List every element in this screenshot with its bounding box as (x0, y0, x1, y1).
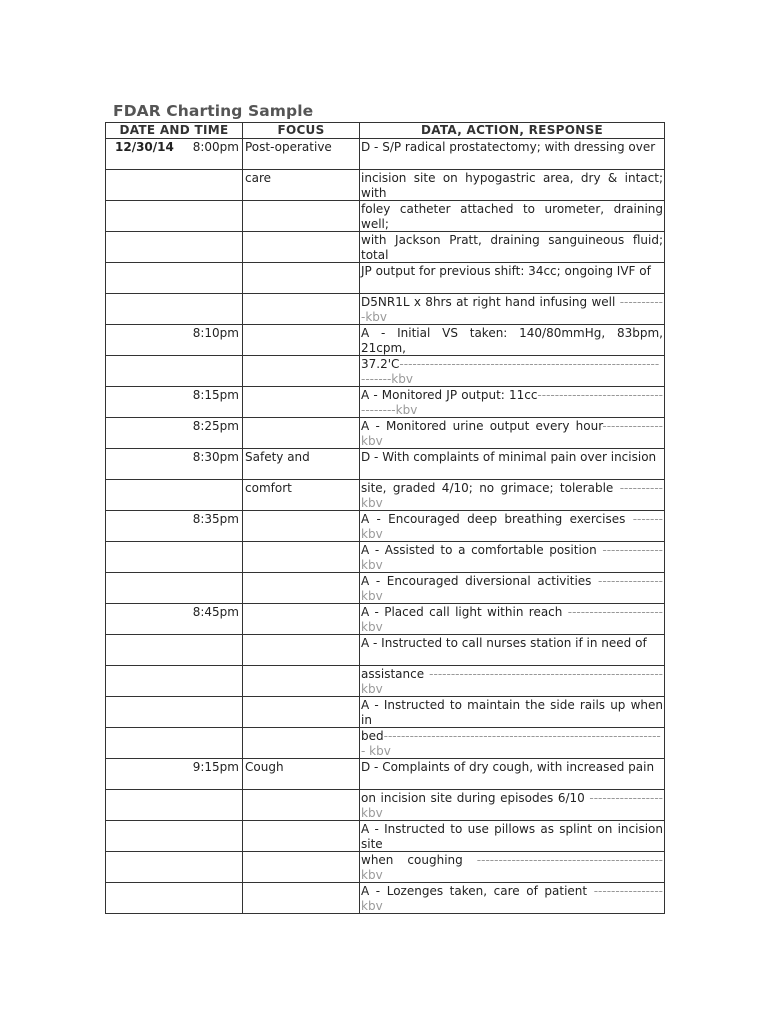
dar-cell (360, 604, 665, 635)
table-row (106, 852, 665, 883)
date-time-cell (106, 201, 243, 232)
entry-time: 8:00pm (192, 140, 239, 154)
dar-cell (360, 883, 665, 914)
focus-text (243, 604, 359, 605)
focus-cell (243, 263, 360, 294)
date-time-cell (106, 635, 243, 666)
entry-text: A - Instructed to use pillows as splint on incision site (361, 822, 663, 851)
entry-time (106, 635, 242, 636)
signature: --------------- kbv (361, 574, 663, 603)
table-row (106, 790, 665, 821)
focus-cell (243, 573, 360, 604)
dar-cell (360, 511, 665, 542)
entry-date: 12/30/14 (115, 140, 174, 154)
entry-text: A - Encouraged deep breathing exercises (361, 512, 633, 526)
entry-text: assistance (361, 667, 430, 681)
focus-cell (243, 759, 360, 790)
focus-text: Safety and (245, 450, 310, 464)
signature: -----------kbv (361, 295, 663, 324)
date-time-cell (106, 480, 243, 511)
focus-text (243, 511, 359, 512)
table-row (106, 821, 665, 852)
table-row (106, 232, 665, 263)
table-row (106, 480, 665, 511)
date-time-cell (106, 883, 243, 914)
date-time-cell (106, 325, 243, 356)
table-row (106, 604, 665, 635)
dar-cell (360, 852, 665, 883)
signature: -------------------------------------------------------------------kbv (361, 357, 660, 386)
focus-text (243, 542, 359, 543)
table-row (106, 883, 665, 914)
focus-cell (243, 201, 360, 232)
header-dar: DATA, ACTION, RESPONSE (360, 123, 665, 139)
date-time-cell (106, 821, 243, 852)
date-time-cell (106, 139, 243, 170)
entry-time (106, 666, 242, 667)
signature: ------------------------------------------- kbv (361, 853, 663, 882)
entry-text: site, graded 4/10; no grimace; tolerable (361, 481, 620, 495)
entry-time: 9:15pm (192, 760, 239, 774)
dar-cell (360, 387, 665, 418)
entry-time (106, 356, 242, 357)
entry-text: D5NR1L x 8hrs at right hand infusing well (361, 295, 620, 309)
focus-text (243, 666, 359, 667)
date-time-cell (106, 790, 243, 821)
signature: ----------kbv (361, 481, 663, 510)
header-focus: FOCUS (243, 123, 360, 139)
focus-cell (243, 883, 360, 914)
dar-cell (360, 728, 665, 759)
entry-time (106, 852, 242, 853)
signature: ---------------- kbv (361, 884, 663, 913)
entry-text: incision site on hypogastric area, dry & intact; with (361, 171, 663, 200)
date-time-cell (106, 604, 243, 635)
focus-text (243, 418, 359, 419)
focus-cell (243, 139, 360, 170)
table-row (106, 294, 665, 325)
entry-time: 8:45pm (192, 605, 239, 619)
focus-text (243, 883, 359, 884)
entry-text: foley catheter attached to urometer, draining well; (361, 202, 663, 231)
focus-text (243, 387, 359, 388)
date-time-cell (106, 356, 243, 387)
signature: ------- kbv (361, 512, 663, 541)
entry-time: 8:35pm (192, 512, 239, 526)
table-header-row (106, 123, 665, 139)
entry-text: A - Monitored JP output: 11cc (361, 388, 538, 402)
signature: ----------------- kbv (361, 791, 663, 820)
entry-time: 8:15pm (192, 388, 239, 402)
document-title: FDAR Charting Sample (113, 102, 314, 120)
dar-cell (360, 139, 665, 170)
signature: -------------------------------------kbv (361, 388, 663, 417)
entry-time (106, 573, 242, 574)
dar-cell (360, 170, 665, 201)
entry-time (106, 480, 242, 481)
focus-cell (243, 170, 360, 201)
focus-text (243, 325, 359, 326)
entry-time (106, 542, 242, 543)
dar-cell (360, 232, 665, 263)
header-date-time: DATE AND TIME (106, 123, 243, 139)
signature: -------------- kbv (361, 543, 663, 572)
focus-cell (243, 356, 360, 387)
date-time-cell (106, 852, 243, 883)
date-time-cell (106, 387, 243, 418)
entry-time (106, 263, 242, 264)
date-time-cell (106, 666, 243, 697)
date-time-cell (106, 232, 243, 263)
focus-cell (243, 790, 360, 821)
table-row (106, 139, 665, 170)
signature: ----------------------------------------------------------------- kbv (361, 729, 661, 758)
dar-cell (360, 542, 665, 573)
table-row (106, 356, 665, 387)
dar-cell (360, 697, 665, 728)
focus-text (243, 728, 359, 729)
focus-cell (243, 480, 360, 511)
table-row (106, 635, 665, 666)
focus-text: comfort (245, 481, 292, 495)
focus-text (243, 635, 359, 636)
dar-cell (360, 821, 665, 852)
focus-text (243, 294, 359, 295)
date-time-cell (106, 542, 243, 573)
entry-time (106, 294, 242, 295)
dar-cell (360, 480, 665, 511)
entry-text: D - S/P radical prostatectomy; with dressing over (361, 140, 656, 154)
focus-text: Post-operative (245, 140, 332, 154)
focus-text: care (245, 171, 272, 185)
focus-cell (243, 666, 360, 697)
dar-cell (360, 759, 665, 790)
dar-cell (360, 666, 665, 697)
focus-cell (243, 821, 360, 852)
dar-cell (360, 573, 665, 604)
focus-cell (243, 604, 360, 635)
focus-cell (243, 697, 360, 728)
date-time-cell (106, 449, 243, 480)
focus-cell (243, 418, 360, 449)
focus-text (243, 697, 359, 698)
entry-text: A - Lozenges taken, care of patient (361, 884, 594, 898)
entry-time (106, 883, 242, 884)
date-time-cell (106, 263, 243, 294)
fdar-table (105, 122, 665, 914)
entry-text: bed (361, 729, 384, 743)
table-row (106, 511, 665, 542)
entry-time (106, 232, 242, 233)
entry-text: A - Encouraged diversional activities (361, 574, 599, 588)
focus-cell (243, 232, 360, 263)
entry-time (106, 790, 242, 791)
table-row (106, 418, 665, 449)
date-time-cell (106, 697, 243, 728)
dar-cell (360, 418, 665, 449)
date-time-cell (106, 759, 243, 790)
focus-cell (243, 542, 360, 573)
table-row (106, 449, 665, 480)
entry-time (106, 170, 242, 171)
date-time-cell (106, 418, 243, 449)
entry-text: A - Assisted to a comfortable position (361, 543, 603, 557)
entry-time (106, 201, 242, 202)
table-row (106, 573, 665, 604)
date-time-cell (106, 728, 243, 759)
dar-cell (360, 201, 665, 232)
focus-cell (243, 635, 360, 666)
entry-text: with Jackson Pratt, draining sanguineous fluid; total (361, 233, 663, 262)
focus-text (243, 201, 359, 202)
focus-cell (243, 387, 360, 418)
entry-text: when coughing (361, 853, 477, 867)
entry-time (106, 728, 242, 729)
focus-text: Cough (245, 760, 284, 774)
table-row (106, 542, 665, 573)
dar-cell (360, 325, 665, 356)
focus-text (243, 852, 359, 853)
table-row (106, 387, 665, 418)
table-row (106, 325, 665, 356)
focus-text (243, 356, 359, 357)
focus-text (243, 790, 359, 791)
dar-cell (360, 294, 665, 325)
entry-text: A - Placed call light within reach (361, 605, 568, 619)
table-row (106, 697, 665, 728)
date-time-cell (106, 294, 243, 325)
table-row (106, 263, 665, 294)
focus-text (243, 232, 359, 233)
table-row (106, 759, 665, 790)
focus-cell (243, 511, 360, 542)
focus-cell (243, 325, 360, 356)
entry-text: A - Monitored urine output every hour (361, 419, 603, 433)
focus-text (243, 263, 359, 264)
table-row (106, 201, 665, 232)
entry-text: A - Instructed to call nurses station if in need of (361, 636, 647, 650)
dar-cell (360, 790, 665, 821)
dar-cell (360, 263, 665, 294)
focus-cell (243, 449, 360, 480)
signature: --------------kbv (361, 419, 663, 448)
entry-time: 8:10pm (192, 326, 239, 340)
focus-cell (243, 294, 360, 325)
entry-text: A - Instructed to maintain the side rails up when in (361, 698, 663, 727)
table-row (106, 170, 665, 201)
focus-text (243, 573, 359, 574)
focus-text (243, 821, 359, 822)
entry-text: JP output for previous shift: 34cc; ongoing IVF of (361, 264, 651, 278)
date-time-cell (106, 511, 243, 542)
entry-text: D - Complaints of dry cough, with increased pain (361, 760, 655, 774)
dar-cell (360, 356, 665, 387)
signature: ------------------------------------------------------ kbv (361, 667, 663, 696)
date-time-cell (106, 170, 243, 201)
table-row (106, 728, 665, 759)
entry-text: on incision site during episodes 6/10 (361, 791, 590, 805)
entry-text: A - Initial VS taken: 140/80mmHg, 83bpm, 21cpm, (361, 326, 663, 355)
entry-time (106, 697, 242, 698)
focus-cell (243, 852, 360, 883)
date-time-cell (106, 573, 243, 604)
focus-cell (243, 728, 360, 759)
dar-cell (360, 635, 665, 666)
entry-text: 37.2'C (361, 357, 400, 371)
entry-time: 8:30pm (192, 450, 239, 464)
entry-time (106, 821, 242, 822)
table-row (106, 666, 665, 697)
entry-text: D - With complaints of minimal pain over incision (361, 450, 657, 464)
dar-cell (360, 449, 665, 480)
signature: ---------------------- kbv (361, 605, 663, 634)
entry-time: 8:25pm (192, 419, 239, 433)
